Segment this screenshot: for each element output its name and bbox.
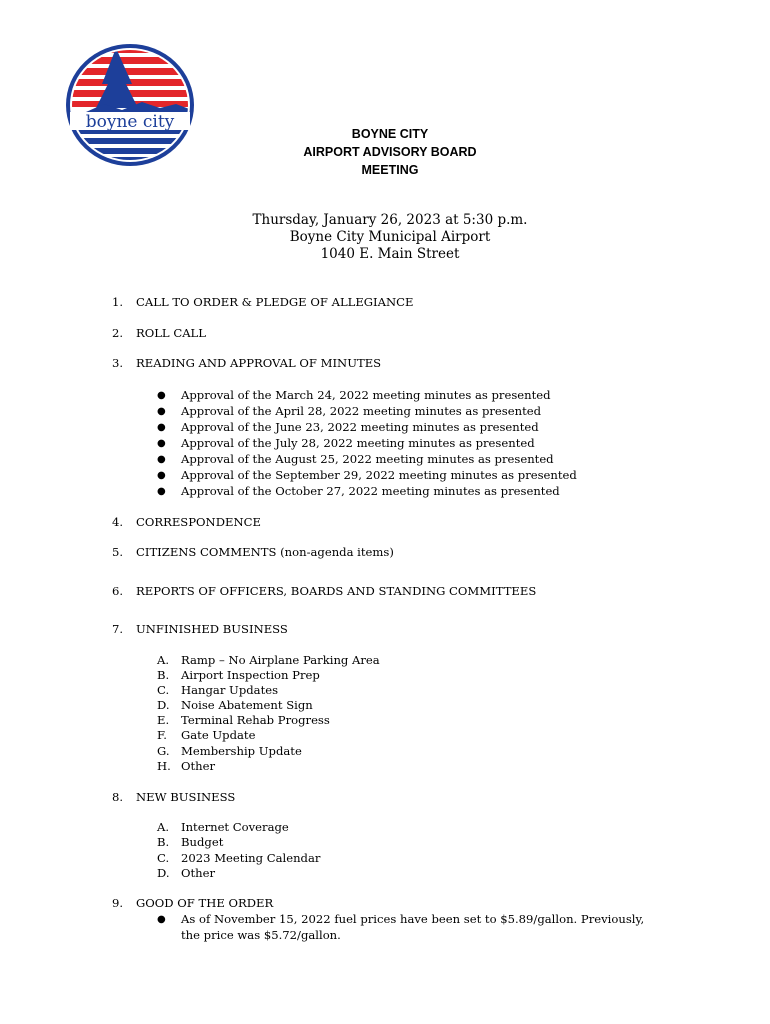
subitem-text: Noise Abatement Sign — [181, 698, 313, 712]
bullet-text: Approval of the October 27, 2022 meeting minutes as presented — [181, 484, 560, 498]
header-line-1: BOYNE CITY — [351, 127, 429, 141]
item-number: 4. — [112, 515, 124, 529]
item-number: 9. — [112, 896, 124, 910]
bullet-text: the price was $5.72/gallon. — [181, 928, 341, 942]
item-label: CITIZENS COMMENTS (non-agenda items) — [136, 545, 394, 559]
item-number: 3. — [112, 356, 124, 370]
bullet-icon: ● — [157, 470, 166, 481]
subitem-text: 2023 Meeting Calendar — [181, 851, 321, 865]
item-label: GOOD OF THE ORDER — [136, 896, 274, 910]
bullet-icon: ● — [157, 422, 166, 433]
subitem-letter: H. — [157, 759, 171, 773]
item-number: 1. — [112, 295, 124, 309]
item-label: CALL TO ORDER & PLEDGE OF ALLEGIANCE — [136, 295, 414, 309]
item-label: NEW BUSINESS — [136, 790, 236, 804]
subitem-text: Gate Update — [181, 728, 256, 742]
subitem-text: Membership Update — [181, 744, 302, 758]
item-label: ROLL CALL — [136, 326, 206, 340]
subitem-text: Ramp – No Airplane Parking Area — [181, 653, 380, 667]
item-label: UNFINISHED BUSINESS — [136, 622, 288, 636]
bullet-text: Approval of the September 29, 2022 meeting minutes as presented — [181, 468, 577, 482]
item-number: 8. — [112, 790, 124, 804]
subitem-letter: A. — [157, 820, 170, 834]
subitem-letter: D. — [157, 866, 170, 880]
item-number: 7. — [112, 622, 124, 636]
bullet-text: Approval of the March 24, 2022 meeting minutes as presented — [181, 388, 551, 402]
bullet-icon: ● — [157, 438, 166, 449]
item-number: 6. — [112, 584, 124, 598]
subitem-text: Terminal Rehab Progress — [181, 713, 330, 727]
bullet-icon: ● — [157, 454, 166, 465]
bullet-text: Approval of the August 25, 2022 meeting minutes as presented — [181, 452, 554, 466]
item-label: REPORTS OF OFFICERS, BOARDS AND STANDING COMMITTEES — [136, 584, 537, 598]
subitem-letter: C. — [157, 851, 170, 865]
bullet-text: Approval of the April 28, 2022 meeting minutes as presented — [181, 404, 542, 418]
bullet-text: As of November 15, 2022 fuel prices have been set to $5.89/gallon. Previously, — [181, 912, 645, 926]
item-number: 5. — [112, 545, 124, 559]
subitem-text: Budget — [181, 835, 224, 849]
bullet-icon: ● — [157, 914, 166, 925]
subitem-text: Other — [181, 759, 216, 773]
bullet-icon: ● — [157, 406, 166, 417]
logo-text: boyne city — [85, 112, 175, 132]
bullet-icon: ● — [157, 486, 166, 497]
subitem-letter: B. — [157, 668, 170, 682]
bullet-text: Approval of the July 28, 2022 meeting minutes as presented — [181, 436, 535, 450]
meeting-address: 1040 E. Main Street — [320, 246, 460, 262]
item-label: READING AND APPROVAL OF MINUTES — [136, 356, 382, 370]
bullet-text: Approval of the June 23, 2022 meeting minutes as presented — [181, 420, 539, 434]
subitem-letter: A. — [157, 653, 170, 667]
item-label: CORRESPONDENCE — [136, 515, 261, 529]
subitem-text: Internet Coverage — [181, 820, 289, 834]
subitem-text: Airport Inspection Prep — [181, 668, 320, 682]
subitem-text: Other — [181, 866, 216, 880]
item-number: 2. — [112, 326, 124, 340]
subitem-letter: F. — [157, 728, 167, 742]
subitem-letter: G. — [157, 744, 170, 758]
header-line-2: AIRPORT ADVISORY BOARD — [303, 145, 477, 159]
meeting-date: Thursday, January 26, 2023 at 5:30 p.m. — [252, 212, 528, 228]
subitem-letter: D. — [157, 698, 170, 712]
header-line-3: MEETING — [361, 163, 419, 177]
subitem-letter: B. — [157, 835, 170, 849]
subitem-letter: C. — [157, 683, 170, 697]
bullet-icon: ● — [157, 390, 166, 401]
subitem-text: Hangar Updates — [181, 683, 279, 697]
subitem-letter: E. — [157, 713, 170, 727]
meeting-location: Boyne City Municipal Airport — [289, 229, 491, 245]
